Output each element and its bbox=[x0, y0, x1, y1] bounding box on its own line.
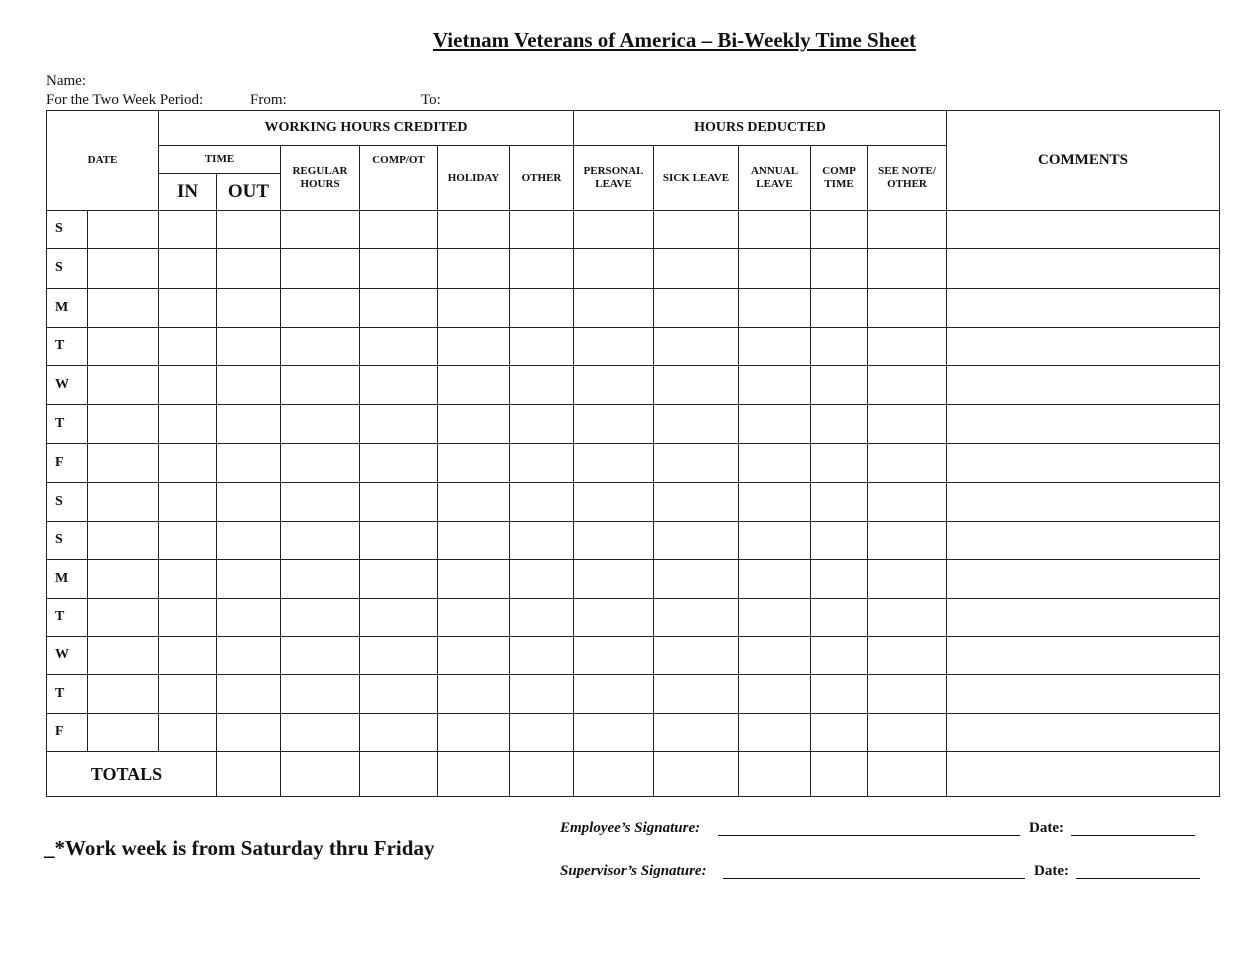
date-entry-cell[interactable] bbox=[88, 483, 159, 522]
entry-cell[interactable] bbox=[438, 560, 510, 599]
entry-cell[interactable] bbox=[281, 289, 360, 328]
entry-cell[interactable] bbox=[654, 249, 739, 289]
entry-cell[interactable] bbox=[281, 522, 360, 560]
entry-cell[interactable] bbox=[159, 444, 217, 483]
entry-cell[interactable] bbox=[947, 289, 1220, 328]
entry-cell[interactable] bbox=[360, 560, 438, 599]
day-label: M bbox=[47, 289, 88, 328]
entry-cell[interactable] bbox=[868, 599, 947, 637]
entry-cell[interactable] bbox=[159, 599, 217, 637]
entry-cell[interactable] bbox=[281, 560, 360, 599]
entry-cell[interactable] bbox=[217, 211, 281, 249]
table-row bbox=[47, 560, 1220, 599]
entry-cell[interactable] bbox=[739, 637, 811, 675]
entry-cell[interactable] bbox=[438, 328, 510, 366]
entry-cell[interactable] bbox=[510, 444, 574, 483]
comp-time-header: COMP TIME bbox=[811, 146, 868, 211]
table-row bbox=[47, 522, 1220, 560]
entry-cell[interactable] bbox=[217, 560, 281, 599]
entry-cell[interactable] bbox=[739, 714, 811, 752]
entry-cell[interactable] bbox=[868, 483, 947, 522]
day-label: S bbox=[47, 249, 88, 289]
day-label: W bbox=[47, 366, 88, 405]
date-entry-cell[interactable] bbox=[88, 289, 159, 328]
day-label: T bbox=[47, 599, 88, 637]
entry-cell[interactable] bbox=[947, 444, 1220, 483]
entry-cell[interactable] bbox=[217, 637, 281, 675]
supervisor-date-label: Date: bbox=[1034, 863, 1069, 879]
entry-cell[interactable] bbox=[438, 211, 510, 249]
entry-cell[interactable] bbox=[510, 599, 574, 637]
entry-cell[interactable] bbox=[654, 405, 739, 444]
entry-cell[interactable] bbox=[360, 637, 438, 675]
entry-cell[interactable] bbox=[739, 289, 811, 328]
entry-cell[interactable] bbox=[217, 328, 281, 366]
entry-cell[interactable] bbox=[739, 328, 811, 366]
entry-cell[interactable] bbox=[654, 714, 739, 752]
work-week-note: _*Work week is from Saturday thru Friday bbox=[44, 836, 435, 860]
entry-cell[interactable] bbox=[360, 211, 438, 249]
entry-cell[interactable] bbox=[947, 483, 1220, 522]
sick-leave-header: SICK LEAVE bbox=[654, 146, 739, 211]
entry-cell[interactable] bbox=[360, 328, 438, 366]
totals-label: TOTALS bbox=[47, 752, 217, 797]
entry-cell[interactable] bbox=[510, 289, 574, 328]
entry-cell[interactable] bbox=[654, 289, 739, 328]
date-entry-cell[interactable] bbox=[88, 522, 159, 560]
entry-cell[interactable] bbox=[811, 483, 868, 522]
entry-cell[interactable] bbox=[159, 675, 217, 714]
other-header: OTHER bbox=[510, 146, 574, 211]
entry-cell[interactable] bbox=[654, 328, 739, 366]
entry-cell[interactable] bbox=[811, 211, 868, 249]
entry-cell[interactable] bbox=[360, 366, 438, 405]
totals-cell[interactable] bbox=[281, 752, 360, 797]
table-row bbox=[47, 366, 1220, 405]
entry-cell[interactable] bbox=[281, 637, 360, 675]
entry-cell[interactable] bbox=[281, 328, 360, 366]
entry-cell[interactable] bbox=[217, 289, 281, 328]
date-entry-cell[interactable] bbox=[88, 714, 159, 752]
entry-cell[interactable] bbox=[811, 560, 868, 599]
entry-cell[interactable] bbox=[510, 211, 574, 249]
entry-cell[interactable] bbox=[217, 522, 281, 560]
entry-cell[interactable] bbox=[217, 714, 281, 752]
entry-cell[interactable] bbox=[217, 444, 281, 483]
entry-cell[interactable] bbox=[574, 328, 654, 366]
entry-cell[interactable] bbox=[281, 249, 360, 289]
entry-cell[interactable] bbox=[811, 289, 868, 328]
entry-cell[interactable] bbox=[868, 211, 947, 249]
day-label: S bbox=[47, 483, 88, 522]
to-label: To: bbox=[421, 92, 441, 108]
entry-cell[interactable] bbox=[510, 366, 574, 405]
table-row bbox=[47, 714, 1220, 752]
entry-cell[interactable] bbox=[654, 599, 739, 637]
day-label: S bbox=[47, 522, 88, 560]
entry-cell[interactable] bbox=[811, 714, 868, 752]
entry-cell[interactable] bbox=[510, 249, 574, 289]
regular-hours-header: REGULAR HOURS bbox=[281, 146, 360, 211]
entry-cell[interactable] bbox=[868, 289, 947, 328]
entry-cell[interactable] bbox=[281, 366, 360, 405]
entry-cell[interactable] bbox=[360, 289, 438, 328]
table-row bbox=[47, 211, 1220, 249]
time-header: TIME bbox=[159, 146, 281, 174]
entry-cell[interactable] bbox=[159, 366, 217, 405]
entry-cell[interactable] bbox=[574, 211, 654, 249]
totals-cell[interactable] bbox=[811, 752, 868, 797]
entry-cell[interactable] bbox=[510, 522, 574, 560]
entry-cell[interactable] bbox=[438, 405, 510, 444]
name-label: Name: bbox=[46, 73, 86, 89]
entry-cell[interactable] bbox=[654, 637, 739, 675]
supervisor-date-line[interactable] bbox=[1076, 878, 1200, 879]
table-row bbox=[47, 289, 1220, 328]
entry-cell[interactable] bbox=[739, 366, 811, 405]
entry-cell[interactable] bbox=[360, 444, 438, 483]
entry-cell[interactable] bbox=[510, 560, 574, 599]
entry-cell[interactable] bbox=[510, 714, 574, 752]
entry-cell[interactable] bbox=[947, 560, 1220, 599]
table-row bbox=[47, 405, 1220, 444]
date-header: DATE bbox=[47, 111, 159, 211]
day-label: W bbox=[47, 637, 88, 675]
entry-cell[interactable] bbox=[159, 560, 217, 599]
entry-cell[interactable] bbox=[574, 289, 654, 328]
entry-cell[interactable] bbox=[360, 675, 438, 714]
entry-cell[interactable] bbox=[654, 444, 739, 483]
entry-cell[interactable] bbox=[574, 366, 654, 405]
employee-signature-label: Employee’s Signature: bbox=[560, 820, 701, 836]
entry-cell[interactable] bbox=[868, 444, 947, 483]
entry-cell[interactable] bbox=[217, 599, 281, 637]
entry-cell[interactable] bbox=[574, 714, 654, 752]
entry-cell[interactable] bbox=[574, 405, 654, 444]
entry-cell[interactable] bbox=[947, 249, 1220, 289]
entry-cell[interactable] bbox=[438, 483, 510, 522]
entry-cell[interactable] bbox=[360, 599, 438, 637]
page-title: Vietnam Veterans of America – Bi-Weekly Time Sheet bbox=[432, 28, 917, 52]
entry-cell[interactable] bbox=[947, 714, 1220, 752]
entry-cell[interactable] bbox=[217, 249, 281, 289]
totals-cell[interactable] bbox=[360, 752, 438, 797]
entry-cell[interactable] bbox=[654, 366, 739, 405]
entry-cell[interactable] bbox=[159, 249, 217, 289]
entry-cell[interactable] bbox=[868, 714, 947, 752]
day-label: M bbox=[47, 560, 88, 599]
entry-cell[interactable] bbox=[947, 405, 1220, 444]
entry-cell[interactable] bbox=[281, 714, 360, 752]
entry-cell[interactable] bbox=[159, 405, 217, 444]
date-entry-cell[interactable] bbox=[88, 599, 159, 637]
entry-cell[interactable] bbox=[574, 599, 654, 637]
entry-cell[interactable] bbox=[574, 560, 654, 599]
entry-cell[interactable] bbox=[438, 249, 510, 289]
entry-cell[interactable] bbox=[574, 637, 654, 675]
comp-ot-header: COMP/OT bbox=[360, 146, 438, 211]
entry-cell[interactable] bbox=[868, 675, 947, 714]
totals-cell[interactable] bbox=[947, 752, 1220, 797]
totals-cell[interactable] bbox=[739, 752, 811, 797]
day-label: T bbox=[47, 405, 88, 444]
entry-cell[interactable] bbox=[360, 405, 438, 444]
period-label: For the Two Week Period: bbox=[46, 92, 204, 108]
date-entry-cell[interactable] bbox=[88, 560, 159, 599]
entry-cell[interactable] bbox=[739, 249, 811, 289]
totals-cell[interactable] bbox=[217, 752, 281, 797]
entry-cell[interactable] bbox=[947, 599, 1220, 637]
table-row bbox=[47, 675, 1220, 714]
date-entry-cell[interactable] bbox=[88, 328, 159, 366]
entry-cell[interactable] bbox=[947, 522, 1220, 560]
date-entry-cell[interactable] bbox=[88, 366, 159, 405]
entry-cell[interactable] bbox=[811, 405, 868, 444]
entry-cell[interactable] bbox=[739, 675, 811, 714]
entry-cell[interactable] bbox=[281, 405, 360, 444]
entry-cell[interactable] bbox=[947, 366, 1220, 405]
entry-cell[interactable] bbox=[868, 560, 947, 599]
entry-cell[interactable] bbox=[159, 328, 217, 366]
entry-cell[interactable] bbox=[159, 637, 217, 675]
entry-cell[interactable] bbox=[360, 249, 438, 289]
totals-cell[interactable] bbox=[574, 752, 654, 797]
entry-cell[interactable] bbox=[739, 522, 811, 560]
day-label: S bbox=[47, 211, 88, 249]
table-row bbox=[47, 599, 1220, 637]
date-entry-cell[interactable] bbox=[88, 637, 159, 675]
entry-cell[interactable] bbox=[739, 444, 811, 483]
entry-cell[interactable] bbox=[811, 522, 868, 560]
entry-cell[interactable] bbox=[811, 328, 868, 366]
entry-cell[interactable] bbox=[360, 483, 438, 522]
table-row bbox=[47, 483, 1220, 522]
entry-cell[interactable] bbox=[739, 560, 811, 599]
supervisor-signature-line[interactable] bbox=[723, 878, 1025, 879]
date-entry-cell[interactable] bbox=[88, 405, 159, 444]
entry-cell[interactable] bbox=[868, 405, 947, 444]
entry-cell[interactable] bbox=[510, 637, 574, 675]
table-row bbox=[47, 637, 1220, 675]
entry-cell[interactable] bbox=[510, 483, 574, 522]
entry-cell[interactable] bbox=[574, 483, 654, 522]
entry-cell[interactable] bbox=[811, 599, 868, 637]
comments-header: COMMENTS bbox=[947, 111, 1220, 211]
entry-cell[interactable] bbox=[217, 366, 281, 405]
entry-cell[interactable] bbox=[510, 675, 574, 714]
entry-cell[interactable] bbox=[217, 675, 281, 714]
entry-cell[interactable] bbox=[739, 211, 811, 249]
entry-cell[interactable] bbox=[868, 328, 947, 366]
entry-cell[interactable] bbox=[438, 637, 510, 675]
entry-cell[interactable] bbox=[654, 560, 739, 599]
entry-cell[interactable] bbox=[739, 599, 811, 637]
entry-cell[interactable] bbox=[438, 444, 510, 483]
entry-cell[interactable] bbox=[574, 444, 654, 483]
entry-cell[interactable] bbox=[868, 522, 947, 560]
entry-cell[interactable] bbox=[438, 522, 510, 560]
entry-cell[interactable] bbox=[438, 714, 510, 752]
employee-date-label: Date: bbox=[1029, 820, 1064, 836]
annual-leave-header: ANNUAL LEAVE bbox=[739, 146, 811, 211]
entry-cell[interactable] bbox=[281, 444, 360, 483]
entry-cell[interactable] bbox=[811, 637, 868, 675]
day-label: F bbox=[47, 714, 88, 752]
entry-cell[interactable] bbox=[510, 328, 574, 366]
entry-cell[interactable] bbox=[217, 483, 281, 522]
see-note-other-header: SEE NOTE/ OTHER bbox=[868, 146, 947, 211]
entry-cell[interactable] bbox=[574, 249, 654, 289]
totals-cell[interactable] bbox=[510, 752, 574, 797]
date-entry-cell[interactable] bbox=[88, 211, 159, 249]
entry-cell[interactable] bbox=[281, 211, 360, 249]
entry-cell[interactable] bbox=[868, 366, 947, 405]
entry-cell[interactable] bbox=[159, 483, 217, 522]
entry-cell[interactable] bbox=[947, 328, 1220, 366]
entry-cell[interactable] bbox=[868, 637, 947, 675]
entry-cell[interactable] bbox=[811, 366, 868, 405]
table-row bbox=[47, 249, 1220, 289]
employee-date-line[interactable] bbox=[1071, 835, 1195, 836]
table-row bbox=[47, 444, 1220, 483]
entry-cell[interactable] bbox=[510, 405, 574, 444]
entry-cell[interactable] bbox=[159, 714, 217, 752]
working-hours-header: WORKING HOURS CREDITED bbox=[159, 111, 574, 146]
employee-signature-line[interactable] bbox=[718, 835, 1020, 836]
entry-cell[interactable] bbox=[360, 714, 438, 752]
entry-cell[interactable] bbox=[438, 675, 510, 714]
hours-deducted-header: HOURS DEDUCTED bbox=[574, 111, 947, 146]
entry-cell[interactable] bbox=[574, 675, 654, 714]
entry-cell[interactable] bbox=[281, 675, 360, 714]
out-header: OUT bbox=[217, 174, 281, 211]
from-label: From: bbox=[250, 92, 287, 108]
entry-cell[interactable] bbox=[159, 211, 217, 249]
entry-cell[interactable] bbox=[947, 637, 1220, 675]
entry-cell[interactable] bbox=[281, 483, 360, 522]
entry-cell[interactable] bbox=[360, 522, 438, 560]
entry-cell[interactable] bbox=[217, 405, 281, 444]
entry-cell[interactable] bbox=[574, 522, 654, 560]
totals-cell[interactable] bbox=[438, 752, 510, 797]
entry-cell[interactable] bbox=[947, 211, 1220, 249]
timesheet-table bbox=[46, 110, 1220, 797]
totals-cell[interactable] bbox=[868, 752, 947, 797]
date-entry-cell[interactable] bbox=[88, 675, 159, 714]
entry-cell[interactable] bbox=[811, 675, 868, 714]
totals-cell[interactable] bbox=[654, 752, 739, 797]
entry-cell[interactable] bbox=[654, 211, 739, 249]
entry-cell[interactable] bbox=[654, 675, 739, 714]
supervisor-signature-label: Supervisor’s Signature: bbox=[560, 863, 707, 879]
entry-cell[interactable] bbox=[281, 599, 360, 637]
day-label: T bbox=[47, 328, 88, 366]
holiday-header: HOLIDAY bbox=[438, 146, 510, 211]
entry-cell[interactable] bbox=[159, 522, 217, 560]
entry-cell[interactable] bbox=[159, 289, 217, 328]
entry-cell[interactable] bbox=[438, 289, 510, 328]
date-entry-cell[interactable] bbox=[88, 444, 159, 483]
entry-cell[interactable] bbox=[811, 444, 868, 483]
date-entry-cell[interactable] bbox=[88, 249, 159, 289]
in-header: IN bbox=[159, 174, 217, 211]
table-row bbox=[47, 328, 1220, 366]
entry-cell[interactable] bbox=[947, 675, 1220, 714]
entry-cell[interactable] bbox=[438, 599, 510, 637]
personal-leave-header: PERSONAL LEAVE bbox=[574, 146, 654, 211]
entry-cell[interactable] bbox=[868, 249, 947, 289]
entry-cell[interactable] bbox=[438, 366, 510, 405]
entry-cell[interactable] bbox=[739, 405, 811, 444]
entry-cell[interactable] bbox=[654, 522, 739, 560]
day-label: T bbox=[47, 675, 88, 714]
day-label: F bbox=[47, 444, 88, 483]
entry-cell[interactable] bbox=[739, 483, 811, 522]
entry-cell[interactable] bbox=[811, 249, 868, 289]
entry-cell[interactable] bbox=[654, 483, 739, 522]
